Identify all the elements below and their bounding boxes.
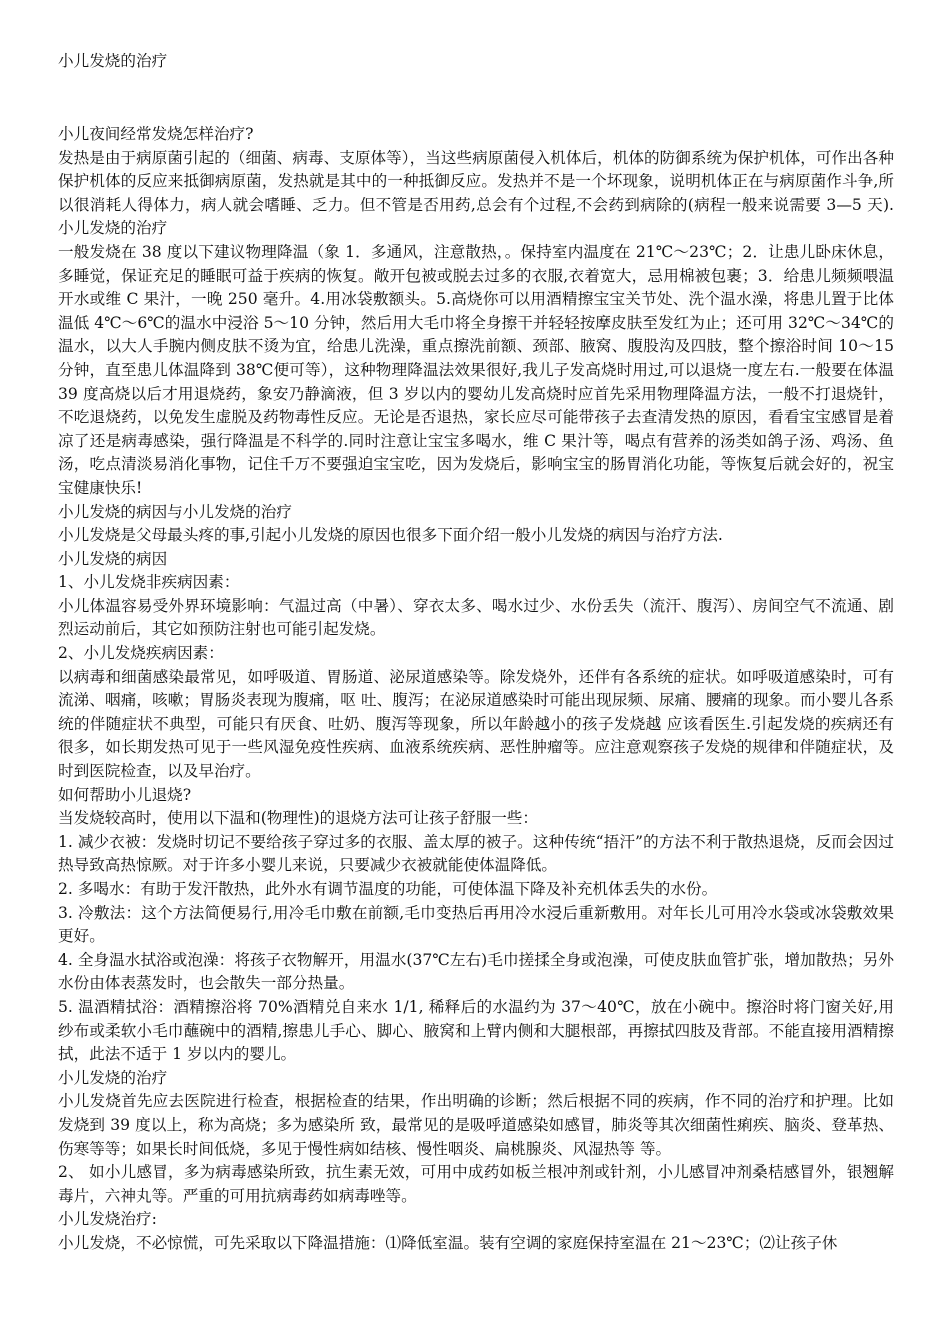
section-heading-causes: 小儿发烧的病因 bbox=[58, 549, 168, 568]
paragraph-physical-cooling: 一般发烧在 38 度以下建议物理降温（象 1．多通风，注意散热，。保持室内温度在 21℃～23℃；2．让患儿卧床休息，多睡觉，保证充足的睡眠可益于疾病的恢复。敞开包被或脱去过多的衣服,衣着宽大，忌用棉被包裹；3．给患儿频频喂温开水或维 C 果汁，一晚 250 毫升。4.用冰袋敷额头。5.高烧你可以用酒精擦宝宝关节处、洗个温水澡，将患儿置于比体温低 4℃～6℃的温水中浸浴 5～10 分钟，然后用大毛巾将全身擦干并轻轻按摩皮肤至发红为止；还可用 32℃～34℃的温水，以大人手腕内侧皮肤不烫为宜，给患儿洗澡，重点擦洗前额、颈部、腋窝、腹股沟及四肢，整个擦浴时间 10～15 分钟，直至患儿体温降到 38℃便可等），这种物理降温法效果很好,我儿子发高烧时用过,可以退烧一度左右.一般要在体温 39 度高烧以后才用退烧药，象安乃静滴液，但 3 岁以内的婴幼儿发高烧时应首先采用物理降温方法，一般不打退烧针，不吃退烧药，以免发生虚脱及药物毒性反应。无论是否退热，家长应尽可能带孩子去查清发热的原因，看看宝宝感冒是着凉了还是病毒感染，强行降温是不科学的.同时注意让宝宝多喝水，维 C 果汁等，喝点有营养的汤类如鸽子汤、鸡汤、鱼汤，吃点清淡易消化事物，记住千万不要强迫宝宝吃，因为发烧后，影响宝宝的肠胃消化功能，等恢复后就会好的，祝宝宝健康快乐! bbox=[58, 242, 894, 497]
section-heading-how-to-reduce-fever: 如何帮助小儿退烧? bbox=[58, 785, 192, 804]
section-heading-causes-and-treatment: 小儿发烧的病因与小儿发烧的治疗 bbox=[58, 502, 292, 521]
blank-gap bbox=[58, 74, 894, 123]
paragraph-environment-factors: 小儿体温容易受外界环境影响：气温过高（中暑）、穿衣太多、喝水过少、水份丢失（流汗、腹泻）、房间空气不流通、剧烈运动前后，其它如预防注射也可能引起发烧。 bbox=[58, 596, 894, 639]
paragraph-hospital-diagnosis: 小儿发烧首先应去医院进行检查，根据检查的结果，作出明确的诊断；然后根据不同的疾病，作不同的治疗和护理。比如发烧到 39 度以上，称为高烧；多为感染所 致，最常见的是吸呼道感染如感冒，肺炎等其次细菌性痢疾、脑炎、登革热、伤寒等等；如果长时间低烧，多见于慢性病如结核、慢性咽炎、扁桃腺炎、风湿热等 等。 bbox=[58, 1092, 894, 1158]
list-item-warm-bath: 4. 全身温水拭浴或泡澡：将孩子衣物解开，用温水(37℃左右)毛巾搓揉全身或泡澡，可使皮肤血管扩张，增加散热；另外水份由体表蒸发时，也会散失一部分热量。 bbox=[58, 950, 894, 993]
paragraph-cooling-measures: 小儿发烧，不必惊慌，可先采取以下降温措施：⑴降低室温。装有空调的家庭保持室温在 21～23℃；⑵让孩子休 bbox=[58, 1233, 838, 1252]
paragraph-intro: 小儿发烧是父母最头疼的事,引起小儿发烧的原因也很多下面介绍一般小儿发烧的病因与治疗方法. bbox=[58, 526, 723, 545]
list-item-cold-compress: 3. 冷敷法：这个方法简便易行,用冷毛巾敷在前额,毛巾变热后再用冷水浸后重新敷用。对年长儿可用冷水袋或冰袋敷效果更好。 bbox=[58, 903, 894, 946]
section-heading-treatment: 小儿发烧的治疗 bbox=[58, 1068, 168, 1087]
subheading-disease-factors: 2、小儿发烧疾病因素： bbox=[58, 644, 224, 663]
paragraph-gentle-methods-intro: 当发烧较高时，使用以下温和(物理性)的退烧方法可让孩子舒服一些： bbox=[58, 809, 538, 828]
list-item-alcohol-rub: 5. 温酒精拭浴：酒精擦浴将 70%酒精兑自来水 1/1, 稀释后的水温约为 37～40℃，放在小碗中。擦浴时将门窗关好,用纱布或柔软小毛巾蘸碗中的酒精,擦患儿手心、脚心、腋窝和上臂内侧和大腿根部，再擦拭四肢及背部。不能直接用酒精擦拭，此法不适于 1 岁以内的婴儿。 bbox=[58, 997, 894, 1064]
section-heading-night-fever: 小儿夜间经常发烧怎样治疗? bbox=[58, 125, 254, 143]
subheading-non-disease-factors: 1、小儿发烧非疾病因素： bbox=[58, 573, 240, 592]
document-title: 小儿发烧的治疗 bbox=[58, 52, 168, 70]
document-page bbox=[58, 0, 894, 1256]
list-item-reduce-clothing: 1. 减少衣被：发烧时切记不要给孩子穿过多的衣服、盖太厚的被子。这种传统“捂汗”的方法不利于散热退烧，反而会因过热导致高热惊厥。对于许多小婴儿来说，只要减少衣被就能使体温降低。 bbox=[58, 832, 894, 875]
paragraph-fever-cause: 发热是由于病原菌引起的（细菌、病毒、支原体等），当这些病原菌侵入机体后，机体的防御系统为保护机体，可作出各种保护机体的反应来抵御病原菌，发热就是其中的一种抵御反应。发热并不是一个坏现象，说明机体正在与病原菌作斗争,所以很消耗人得体力，病人就会嗜睡、乏力。但不管是否用药,总会有个过程,不会药到病除的(病程一般来说需要 3—5 天).小儿发烧的治疗 bbox=[58, 148, 894, 238]
paragraph-infection-factors: 以病毒和细菌感染最常见，如呼吸道、胃肠道、泌尿道感染等。除发烧外，还伴有各系统的症状。如呼吸道感染时，可有流涕、咽痛，咳嗽；胃肠炎表现为腹痛，呕 吐、腹泻；在泌尿道感染时可能出现尿频、尿痛、腰痛的现象。而小婴儿各系统的伴随症状不典型，可能只有厌食、吐奶、腹泻等现象，所以年龄越小的孩子发烧越 应该看医生.引起发烧的疾病还有很多，如长期发热可见于一些风湿免疫性疾病、血液系统疾病、恶性肿瘤等。应注意观察孩子发烧的规律和伴随症状，及时到医院检查，以及早治疗。 bbox=[58, 667, 894, 781]
document-body bbox=[58, 123, 894, 1256]
list-item-drink-water: 2. 多喝水：有助于发汗散热，此外水有调节温度的功能，可使体温下降及补充机体丢失的水份。 bbox=[58, 880, 718, 898]
section-heading-fever-treatment: 小儿发烧治疗: bbox=[58, 1210, 157, 1229]
paragraph-cold-medicine: 2、 如小儿感冒，多为病毒感染所致，抗生素无效，可用中成药如板兰根冲剂或针剂，小儿感冒冲剂桑桔感冒外，银翘解毒片，六神丸等。严重的可用抗病毒药如病毒唑等。 bbox=[58, 1163, 894, 1205]
